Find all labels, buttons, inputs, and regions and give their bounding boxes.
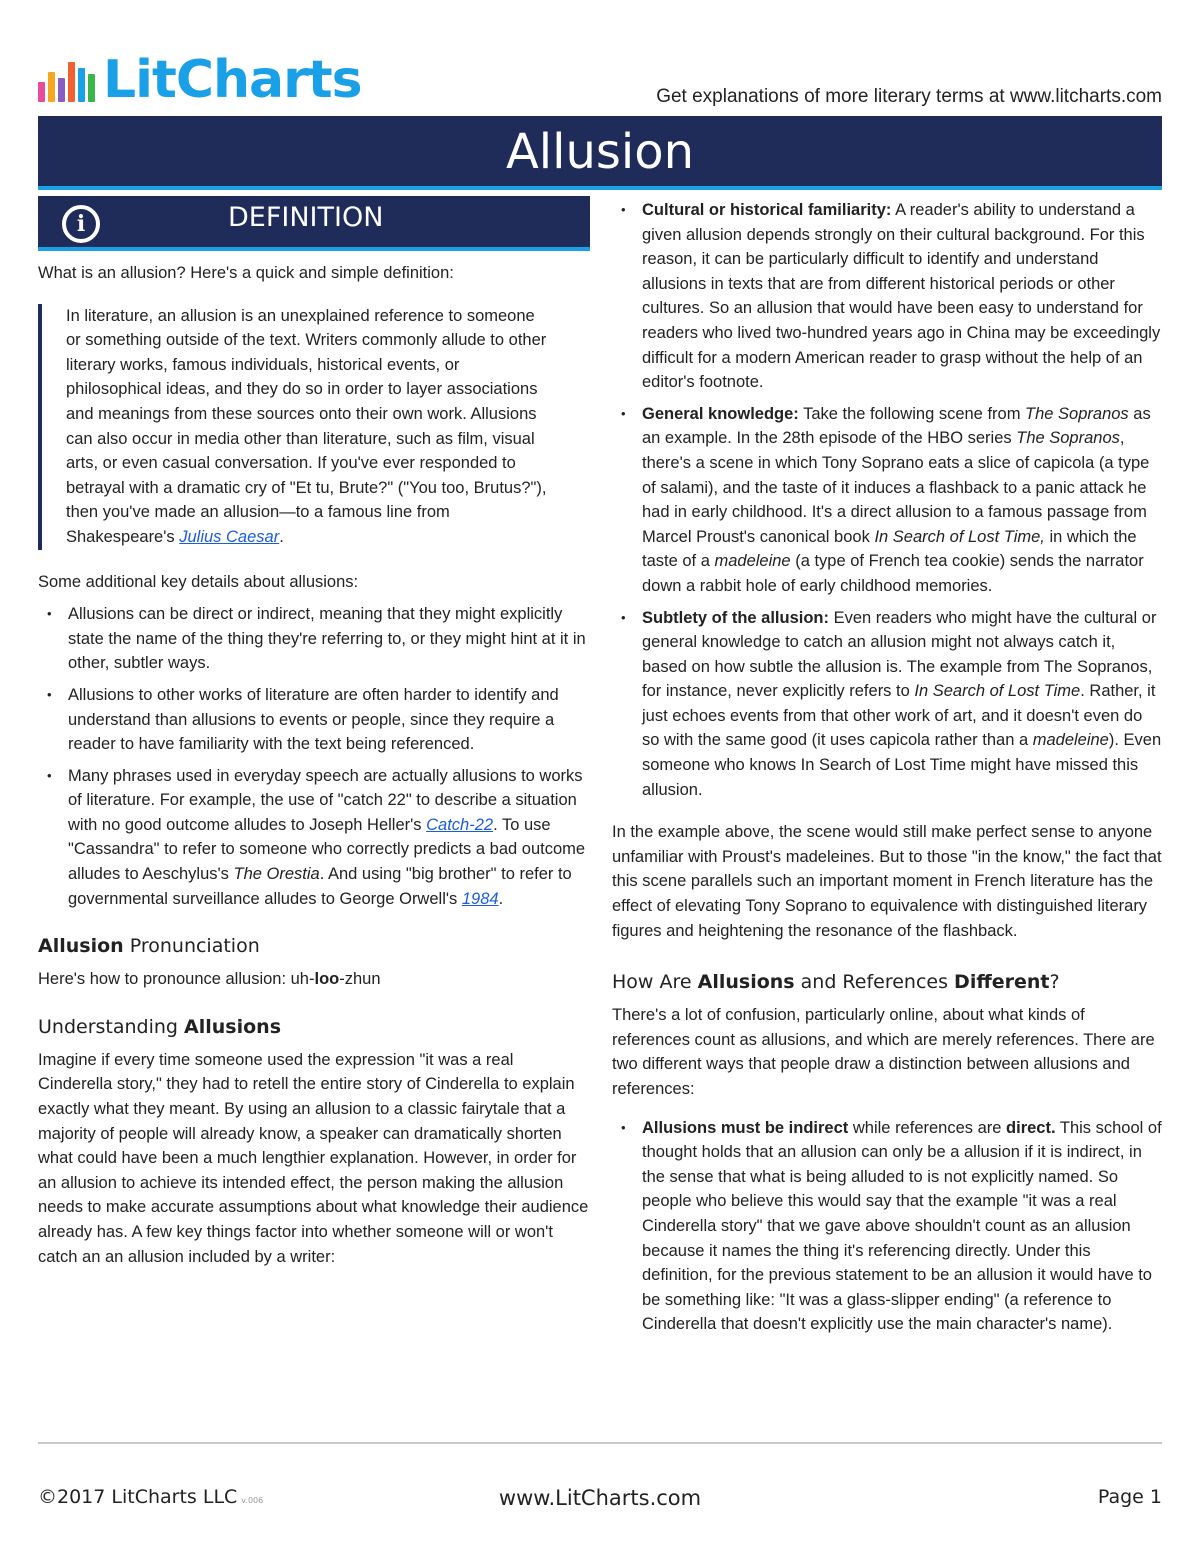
factors-list [612, 198, 1162, 802]
difference-list [612, 1116, 1162, 1337]
page-footer [38, 1486, 1162, 1516]
list-item [612, 606, 1162, 803]
difference-text: There's a lot of confusion, particularly online, about what kinds of references count as allusions, and which are merely references. There are two different ways that people draw a distinction between allusions and references: [612, 1006, 1155, 1098]
bullet-text: Many phrases used in everyday speech are actually allusions to works of literature. For example, the use of "catch 22" to describe a situation with no good outcome alludes to Joseph Heller's [68, 766, 583, 834]
details-list [38, 602, 590, 911]
heading-plain: ? [1049, 971, 1060, 994]
bullet-text: while references are [848, 1118, 1007, 1137]
copyright-text: ©2017 LitCharts LLC [38, 1486, 238, 1508]
pron-text: Here's how to pronounce allusion: uh- [38, 970, 315, 989]
logo-bars-icon [38, 60, 95, 102]
bullet-label: Cultural or historical familiarity: [642, 201, 892, 219]
footer-site-link[interactable]: www.LitCharts.com [498, 1486, 702, 1510]
definition-heading: DEFINITION [228, 202, 384, 233]
bullet-text: . And using "big brother" to refer to governmental surveillance alludes to George Orwell's [68, 865, 572, 908]
bullet-text: . Rather, it just echoes events from that other work of art, and it doesn't even do so with the same good (it uses capicola rather than a [642, 682, 1156, 750]
list-item [38, 602, 590, 676]
1984-link[interactable]: 1984 [461, 889, 499, 908]
version-text: v.006 [241, 1496, 264, 1505]
bullet-text: as an example. In the 28th episode of the HBO series [642, 404, 1151, 448]
definition-bar [38, 196, 590, 251]
definition-intro: What is an allusion? Here's a quick and simple definition: [38, 264, 454, 282]
heading-plain: and References [794, 971, 955, 994]
pron-end: -zhun [339, 970, 381, 989]
understanding-text: Imagine if every time someone used the expression "it was a real Cinderella story," they had to retell the entire story of Cinderella to explain exactly what they meant. By using an allusion to a classic fairytale that a majority of people will already know, a speaker can dramatically shorten what could have been a much lengthier explanation. However, in order for an allusion to achieve its intended effect, the person making the allusion needs to make accurate assumptions about what knowledge their audience already has. A few key things factor into whether someone will or won't catch an an allusion included by a writer: [38, 1050, 589, 1266]
bullet-text: , there's a scene in which Tony Soprano eats a slice of capicola (a type of salami), and the taste of it induces a flashback to a panic attack he had in early childhood. It's a direct allusion to a famous passage from Marcel Proust's canonical book [642, 429, 1150, 546]
title-bar [38, 116, 1162, 190]
lost-time-title: In Search of Lost Time, [874, 527, 1045, 546]
bullet-label: direct. [1006, 1118, 1056, 1137]
bullet-text: Allusions to other works of literature are often harder to identify and understand than allusions to events or people, since they require a reader to have familiarity with the text being referenced. [68, 685, 559, 754]
bullet-text: A reader's ability to understand a given allusion depends strongly on their cultural background. For this reason, it can be particularly difficult to identify and understand allusions in texts that are from different historical periods or other cultures. So an allusion that would have been easy to understand for readers who lived two-hundred years ago in China may be exceedingly difficult for a modern American reader to grasp without the help of an editor's footnote. [642, 201, 1161, 392]
heading-bold: Different [954, 971, 1050, 994]
bullet-text: This school of thought holds that an allusion can only be a allusion if it is indirect, in the sense that what is being alluded to is not explicitly named. So people who believe this would say that the example "it was a real Cinderella story" that we gave above shouldn't count as an allusion because it names the thing it's referencing directly. Under this definition, for the previous statement to be an allusion it would have to be something like: "It was a glass-slipper ending" (a reference to Cinderella that doesn't explicitly use the main character's name). [642, 1118, 1162, 1334]
bullet-text: . [498, 889, 504, 908]
lost-time-title: In Search of Lost Time [914, 682, 1081, 701]
logo-text: LitCharts [103, 50, 362, 110]
litcharts-logo[interactable] [38, 50, 362, 110]
pron-stress: loo [314, 970, 340, 989]
list-item [38, 683, 590, 757]
bullet-text: Allusions can be direct or indirect, meaning that they might explicitly state the name of the thing they're referring to, or they might hint at it in other, subtler ways. [68, 605, 586, 673]
pronunciation-text [38, 967, 590, 992]
heading-plain: Understanding [38, 1015, 185, 1038]
bullet-text: ). Even someone who knows In Search of Lost Time might have missed this allusion. [642, 731, 1162, 799]
bullet-text: Even readers who might have the cultural or general knowledge to catch an allusion might not always catch it, based on how subtle the allusion is. The example from The Sopranos, for instance, never explicitly refers to [642, 608, 1157, 701]
heading-bold: Allusions [697, 971, 795, 994]
pronunciation-heading [38, 933, 590, 959]
sopranos-title: The Sopranos [1016, 429, 1120, 448]
footer-divider [38, 1442, 1162, 1444]
right-column [612, 198, 1162, 1353]
bullet-label: Allusions must be indirect [642, 1118, 849, 1137]
list-item [612, 402, 1162, 599]
heading-rest: Pronunciation [123, 935, 260, 958]
heading-plain: How Are [612, 971, 698, 994]
heading-bold: Allusions [184, 1015, 281, 1038]
list-item [612, 1116, 1162, 1337]
details-intro: Some additional key details about allusions: [38, 572, 359, 591]
bullet-label: Subtlety of the allusion: [642, 608, 830, 627]
left-column [38, 196, 590, 1269]
madeleine-term: madeleine [1032, 731, 1109, 750]
header-tagline: Get explanations of more literary terms at www.litcharts.com [656, 86, 1162, 107]
quote-text: In literature, an allusion is an unexplained reference to someone or something outside of the text. Writers commonly allude to other literary works, famous individuals, historical events, or philosophical ideas, and they do so in order to layer associations and meanings from these sources onto their own work. Allusions can also occur in media other than literature, such as film, visual arts, or even casual conversation. If you've ever responded to betrayal with a dramatic cry of "Et tu, Brute?" ("You too, Brutus?"), then you've made an allusion—to a famous line from Shakespeare's [66, 306, 547, 546]
page-title: Allusion [505, 124, 695, 180]
catch-22-link[interactable]: Catch-22 [426, 815, 494, 834]
bullet-label: General knowledge: [642, 404, 799, 423]
orestia-title: The Orestia [233, 865, 320, 884]
bullet-text: Take the following scene from [798, 404, 1026, 423]
page-number: Page 1 [1097, 1486, 1162, 1508]
julius-caesar-link[interactable]: Julius Caesar [179, 527, 280, 546]
bullet-text: in which the taste of a [642, 527, 1137, 571]
definition-quote [38, 304, 590, 550]
info-icon: i [62, 205, 100, 243]
example-paragraph: In the example above, the scene would still make perfect sense to anyone unfamiliar with Proust's madeleines. But to those "in the know," the fact that this scene parallels such an important moment in French literature has the effect of elevating Tony Soprano to equivalence with distinguished literary figures and heightening the resonance of the flashback. [612, 823, 1162, 940]
bullet-text: . To use "Cassandra" to refer to someone who correctly predicts a bad outcome alludes to Aeschylus's [68, 815, 586, 884]
page-header [38, 52, 1162, 112]
madeleine-term: madeleine [714, 552, 791, 571]
heading-bold: Allusion [38, 935, 124, 958]
quote-end: . [279, 527, 284, 546]
list-item [612, 198, 1162, 395]
sopranos-title: The Sopranos [1025, 404, 1129, 423]
bullet-text: (a type of French tea cookie) sends the narrator down a rabbit hole of early childhood memories. [642, 552, 1144, 595]
difference-heading [612, 969, 1162, 995]
understanding-heading [38, 1014, 590, 1040]
list-item [38, 764, 590, 912]
